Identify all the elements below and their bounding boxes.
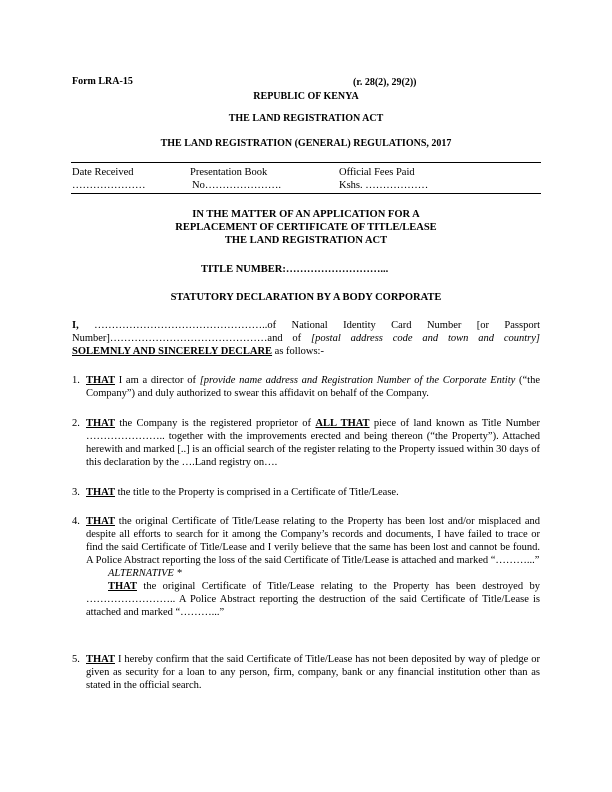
that-keyword: THAT [86,487,115,498]
regulations-heading: THE LAND REGISTRATION (GENERAL) REGULATIONS, 2017 [160,138,452,149]
declaration-item-3 [72,486,540,499]
declaration-item-4 [72,515,540,619]
title-number: TITLE NUMBER:………………………... [201,264,389,275]
item-text: the Company is the registered proprietor of [114,418,316,429]
that-keyword: THAT [86,375,115,386]
declaration-item-2 [72,417,540,469]
official-fees-label: Official Fees Paid [339,167,415,178]
item-number: 3. [72,487,80,498]
top-rule [71,162,541,163]
that-keyword: THAT [108,581,137,592]
republic-heading: REPUBLIC OF KENYA [253,91,359,102]
official-fees-blank: Kshs. ……………… [339,180,429,191]
date-received-blank: ………………… [72,180,146,191]
bottom-rule [71,193,541,194]
intro-paragraph [72,319,540,358]
that-keyword: THAT [86,516,115,527]
corporate-entity-placeholder: [provide name address and Registration Number of the Corporate Entity [199,375,516,386]
declaration-item-5 [72,653,540,692]
item-text: I hereby confirm that the said Certificate of Title/Lease has not been deposited by way of pledge or given as security for a loan to any person, firm, company, bank or any financial institution other than as stated in the official search. [86,654,540,691]
matter-line-3: THE LAND REGISTRATION ACT [224,235,388,246]
item-text: the title to the Property is comprised in a Certificate of Title/Lease. [114,487,399,498]
item-text: piece of land known as Title Number ………………….. together with the improvements erected and being thereon (“the Property”). Attached herewith and marked [..] is an official search of the register relating to the Property issued within 30 days of this declaration by the ….Land registry on…. [86,418,540,468]
item-text: (“the Company”) and duly authorized to swear this affidavit on behalf of the Company. [86,375,540,399]
matter-line-2: REPLACEMENT OF CERTIFICATE OF TITLE/LEASE [175,222,437,233]
alternative-label: ALTERNATIVE * [108,568,182,579]
solemn-declare: SOLEMNLY AND SINCERELY DECLARE [72,346,273,357]
rule-reference: (r. 28(2), 29(2)) [353,77,417,88]
item-text: I am a director of [114,375,200,386]
intro-address-placeholder: [postal address code and town and country] [311,333,540,344]
form-number: Form LRA-15 [72,76,133,87]
presentation-book-blank: No…………………. [192,180,281,191]
date-received-label: Date Received [72,167,134,178]
intro-as-follows: as follows:- [272,346,324,357]
declaration-heading: STATUTORY DECLARATION BY A BODY CORPORATE [170,292,442,303]
presentation-book-label: Presentation Book [190,167,268,178]
item-text: the original Certificate of Title/Lease relating to the Property has been destroyed by …………………….. A Police Abstract reporting the destruction of the said Certificate of Title/Lease is attached and marked “………...” [86,581,540,618]
declaration-item-1 [72,374,540,400]
item-number: 5. [72,654,80,665]
item-number: 4. [72,516,80,527]
all-that-keyword: ALL THAT [315,418,370,429]
intro-details-blanks: …………………………………………..of National Identity Card Number [or Passport Number]………………………………………and of [72,320,540,344]
matter-line-1: IN THE MATTER OF AN APPLICATION FOR A [192,209,420,220]
that-keyword: THAT [86,418,115,429]
that-keyword: THAT [86,654,115,665]
item-number: 1. [72,375,80,386]
intro-i: I, [72,320,79,331]
item-number: 2. [72,418,80,429]
item-text: the original Certificate of Title/Lease relating to the Property has been lost and/or misplaced and despite all efforts to search for it among the Company’s records and documents, I have failed to trace or find the said Certificate of Title/Lease and I verily believe that the same has been lost and cannot be found. A Police Abstract reporting the loss of the said Certificate of Title/Lease is attached and marked “………...” [86,516,540,566]
act-heading: THE LAND REGISTRATION ACT [228,113,384,124]
